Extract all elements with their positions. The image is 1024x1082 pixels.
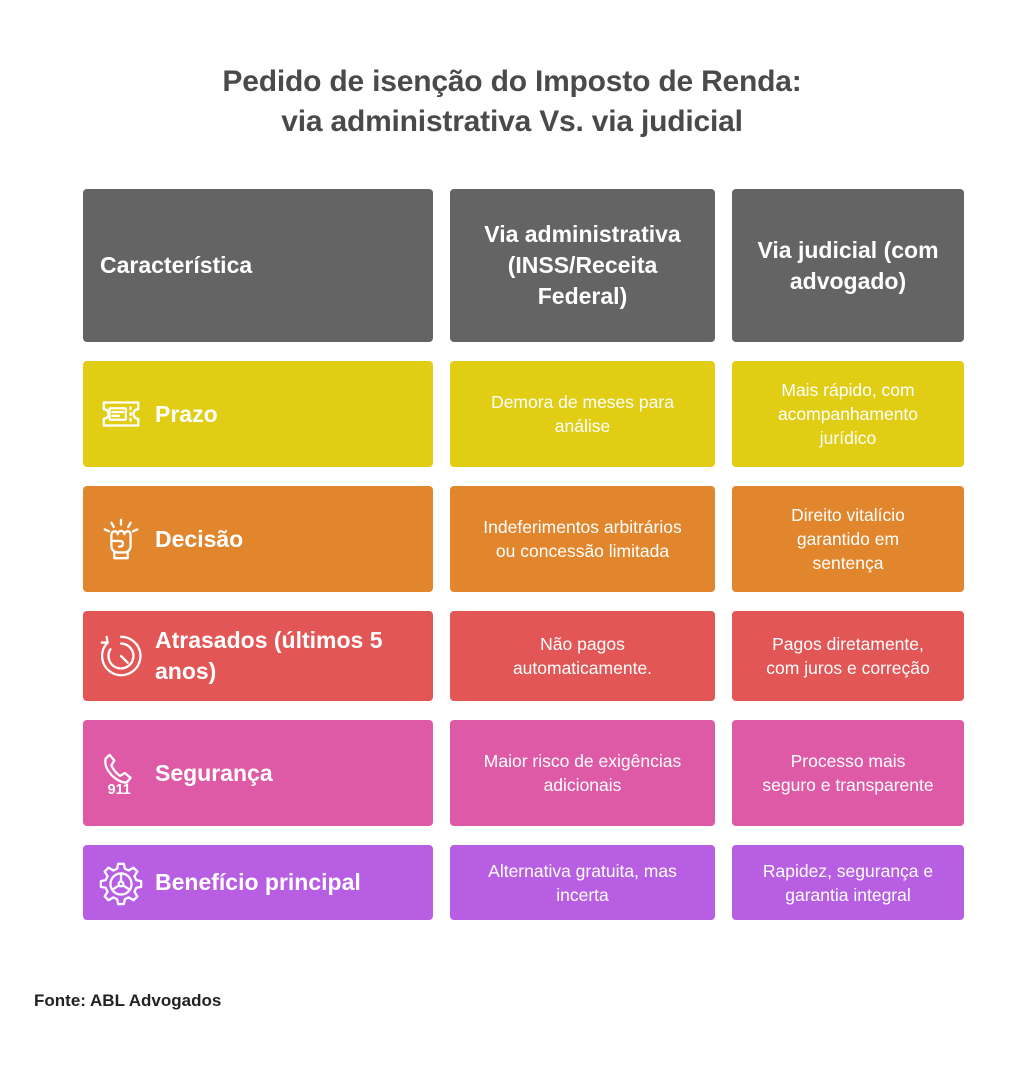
row-label-text: Prazo [155, 400, 218, 427]
row-label-prazo [83, 361, 433, 467]
page-title [0, 62, 1024, 142]
cell-prazo-judicial: Mais rápido, com acompanhamento jurídico [732, 361, 964, 467]
row-label-text: Benefício principal [155, 869, 361, 895]
header-via-administrativa: Via administrativa (INSS/Receita Federal) [450, 189, 715, 342]
raised-fist-icon [97, 515, 145, 563]
row-label-text: Atrasados (últimos 5 anos) [155, 627, 383, 684]
countdown-timer-icon [97, 632, 145, 680]
row-label-text: Segurança [155, 759, 273, 786]
cell-beneficio-judicial: Rapidez, segurança e garantia integral [732, 845, 964, 920]
emergency-phone-911-icon [97, 749, 145, 797]
cell-prazo-administrativa: Demora de meses para análise [450, 361, 715, 467]
source-credit: Fonte: ABL Advogados [34, 991, 222, 1010]
icon-911-text: 911 [107, 782, 131, 796]
row-label-seguranca [83, 720, 433, 826]
cell-atrasados-judicial: Pagos diretamente, com juros e correção [732, 611, 964, 701]
header-caracteristica: Característica [83, 189, 433, 342]
cell-atrasados-administrativa: Não pagos automaticamente. [450, 611, 715, 701]
row-label-beneficio [83, 845, 433, 920]
header-via-judicial: Via judicial (com advogado) [732, 189, 964, 342]
cell-decisao-judicial: Direito vitalício garantido em sentença [732, 486, 964, 592]
row-label-decisao [83, 486, 433, 592]
title-line-1: Pedido de isenção do Imposto de Renda: [222, 65, 802, 98]
cell-decisao-administrativa: Indeferimentos arbitrários ou concessão limitada [450, 486, 715, 592]
row-label-atrasados [83, 611, 433, 701]
cell-beneficio-administrativa: Alternativa gratuita, mas incerta [450, 845, 715, 920]
cell-seguranca-administrativa: Maior risco de exigências adicionais [450, 720, 715, 826]
row-label-text: Decisão [155, 525, 244, 552]
title-line-2: via administrativa Vs. via judicial [281, 105, 743, 138]
gear-icon [97, 859, 145, 907]
ticket-icon [97, 390, 145, 438]
cell-seguranca-judicial: Processo mais seguro e transparente [732, 720, 964, 826]
